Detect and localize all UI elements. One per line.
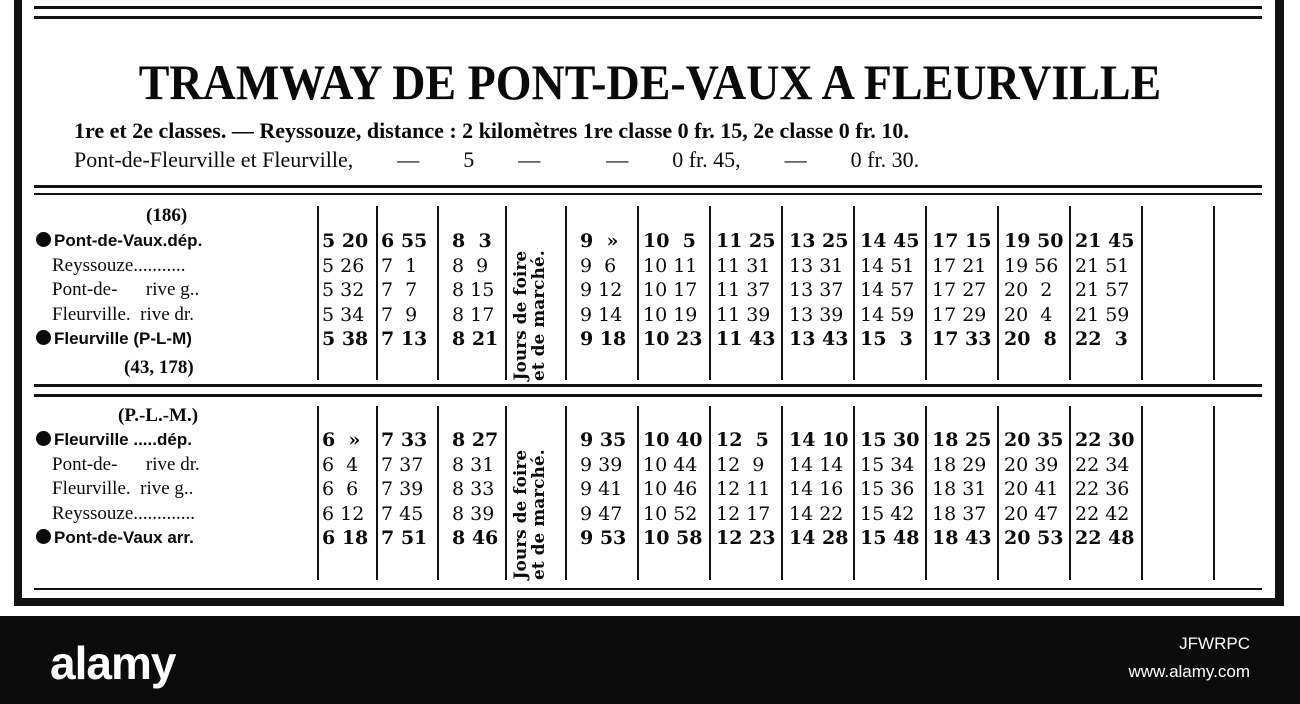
time-cell: 8 27 <box>452 429 499 451</box>
fares-line-1: 1re et 2e classes. — Reyssouze, distance : 2 kilomètres 1re classe 0 fr. 15, 2e classe 0 fr. 10. <box>74 118 909 143</box>
top-rule-2 <box>34 16 1262 19</box>
column-divider <box>781 406 783 580</box>
time-cell: 22 3 <box>1075 328 1128 350</box>
station-name: Pont-de-Vaux.dép. <box>54 231 203 250</box>
time-cell: 8 3 <box>452 230 492 252</box>
time-cell: 17 21 <box>932 254 987 277</box>
time-cell: 17 33 <box>932 328 992 350</box>
table-separator-rule <box>34 384 1262 387</box>
time-cell: 6 18 <box>322 527 369 549</box>
time-cell: 10 52 <box>643 502 698 525</box>
time-cell: 8 46 <box>452 527 499 549</box>
route-reference-top-return: (P.-L.-M.) <box>118 405 199 426</box>
station-name: Fleurville .....dép. <box>54 430 192 449</box>
time-cell: 13 25 <box>789 230 849 252</box>
time-cell: 5 26 <box>322 254 365 277</box>
time-cell: 11 25 <box>716 230 776 252</box>
time-cell: 13 31 <box>789 254 844 277</box>
time-cell: 10 40 <box>643 429 703 451</box>
time-cell: 22 34 <box>1075 453 1130 476</box>
time-cell: 13 37 <box>789 279 844 301</box>
time-cell: 10 19 <box>643 303 698 326</box>
station-name: Pont-de- rive dr. <box>52 453 200 475</box>
time-cell: 22 30 <box>1075 429 1135 451</box>
time-cell: 17 29 <box>932 303 987 326</box>
time-cell: 7 1 <box>381 254 418 277</box>
left-border <box>14 0 22 606</box>
alamy-logo: alamy <box>50 637 176 689</box>
time-cell: 9 12 <box>580 279 623 301</box>
time-cell: 8 31 <box>452 453 495 476</box>
time-cell: 6 6 <box>322 478 359 500</box>
time-cell: 7 45 <box>381 502 424 525</box>
time-cell: 21 51 <box>1075 254 1130 277</box>
time-cell: 9 » <box>580 230 619 252</box>
time-cell: 6 55 <box>381 230 428 252</box>
column-divider <box>853 406 855 580</box>
time-cell: 9 35 <box>580 429 627 451</box>
image-id: JFWRPC <box>1179 634 1250 653</box>
column-divider <box>317 406 319 580</box>
time-cell: 9 14 <box>580 303 623 326</box>
time-cell: 7 9 <box>381 303 418 326</box>
time-cell: 14 22 <box>789 502 844 525</box>
column-divider <box>317 206 319 380</box>
column-divider <box>1213 206 1215 380</box>
time-cell: 5 38 <box>322 328 369 350</box>
time-cell: 19 50 <box>1004 230 1064 252</box>
time-cell: 10 44 <box>643 453 698 476</box>
time-cell: 12 11 <box>716 478 771 500</box>
time-cell: 9 47 <box>580 502 623 525</box>
time-cell: 14 59 <box>860 303 915 326</box>
column-divider <box>437 206 439 380</box>
column-divider <box>505 406 507 580</box>
station-name: Fleurville. rive dr. <box>52 303 194 325</box>
time-cell: 15 48 <box>860 527 920 549</box>
station-name: Reyssouze............. <box>52 502 196 524</box>
time-cell: 5 34 <box>322 303 365 326</box>
time-cell: 22 36 <box>1075 478 1130 500</box>
time-cell: 18 31 <box>932 478 987 500</box>
time-cell: 15 36 <box>860 478 915 500</box>
column-divider <box>925 206 927 380</box>
time-cell: 20 47 <box>1004 502 1059 525</box>
route-reference-bottom: (43, 178) <box>124 357 194 378</box>
time-cell: 8 39 <box>452 502 495 525</box>
column-divider <box>997 206 999 380</box>
time-cell: 17 15 <box>932 230 992 252</box>
time-cell: 15 30 <box>860 429 920 451</box>
station-dot-icon <box>36 529 51 544</box>
time-cell: 10 46 <box>643 478 698 500</box>
site-url: www.alamy.com <box>1128 662 1250 681</box>
route-reference-top: (186) <box>146 205 188 226</box>
time-cell: 21 45 <box>1075 230 1135 252</box>
column-divider <box>1069 406 1071 580</box>
time-cell: 6 » <box>322 429 361 451</box>
column-divider <box>709 406 711 580</box>
table-separator-rule-2 <box>34 394 1262 397</box>
column-divider <box>1141 406 1143 580</box>
time-cell: 12 23 <box>716 527 776 549</box>
station-dot-icon <box>36 232 51 247</box>
station-dot-icon <box>36 431 51 446</box>
time-cell: 8 21 <box>452 328 499 350</box>
station-name: Reyssouze........... <box>52 254 186 276</box>
station-name: Fleurville. rive g.. <box>52 478 194 499</box>
time-cell: 5 32 <box>322 279 365 301</box>
time-cell: 9 39 <box>580 453 623 476</box>
time-cell: 15 34 <box>860 453 915 476</box>
station-label <box>52 503 195 525</box>
time-cell: 7 33 <box>381 429 428 451</box>
time-cell: 20 4 <box>1004 303 1053 326</box>
time-cell: 11 31 <box>716 254 771 277</box>
time-cell: 14 14 <box>789 453 844 476</box>
market-days-note: Jours de foire et de marché. <box>511 250 549 381</box>
table2-bottom-rule <box>34 588 1262 590</box>
time-cell: 14 45 <box>860 230 920 252</box>
column-divider <box>1069 206 1071 380</box>
station-dot-icon <box>36 330 51 345</box>
time-cell: 14 51 <box>860 254 915 277</box>
column-divider <box>1141 206 1143 380</box>
time-cell: 9 53 <box>580 527 627 549</box>
column-divider <box>709 206 711 380</box>
time-cell: 7 51 <box>381 527 428 549</box>
time-cell: 12 17 <box>716 502 771 525</box>
time-cell: 12 9 <box>716 453 765 476</box>
time-cell: 8 9 <box>452 254 489 277</box>
station-label <box>36 328 192 350</box>
column-divider <box>637 206 639 380</box>
time-cell: 12 5 <box>716 429 769 451</box>
station-label <box>52 304 194 326</box>
time-cell: 14 16 <box>789 478 844 500</box>
time-cell: 14 10 <box>789 429 849 451</box>
time-cell: 5 20 <box>322 230 369 252</box>
column-divider <box>437 406 439 580</box>
column-divider <box>565 406 567 580</box>
time-cell: 18 29 <box>932 453 987 476</box>
time-cell: 11 37 <box>716 279 771 301</box>
market-days-note-return: Jours de foire et de marché. <box>511 449 549 580</box>
time-cell: 15 3 <box>860 328 913 350</box>
time-cell: 9 41 <box>580 478 623 500</box>
time-cell: 18 37 <box>932 502 987 525</box>
station-label <box>52 255 186 277</box>
time-cell: 11 39 <box>716 303 771 326</box>
station-name: Pont-de- rive g.. <box>52 279 200 300</box>
time-cell: 9 6 <box>580 254 617 277</box>
column-divider <box>997 406 999 580</box>
station-label <box>52 279 199 301</box>
column-divider <box>1213 406 1215 580</box>
table1-top-rule <box>34 185 1262 188</box>
time-cell: 9 18 <box>580 328 627 350</box>
column-divider <box>376 206 378 380</box>
column-divider <box>565 206 567 380</box>
time-cell: 18 25 <box>932 429 992 451</box>
column-divider <box>505 206 507 380</box>
station-name: Pont-de-Vaux arr. <box>54 528 194 547</box>
time-cell: 21 57 <box>1075 279 1130 301</box>
station-label <box>36 230 202 252</box>
time-cell: 13 43 <box>789 328 849 350</box>
time-cell: 19 56 <box>1004 254 1059 277</box>
table1-top-rule-2 <box>34 193 1262 195</box>
time-cell: 20 35 <box>1004 429 1064 451</box>
station-label <box>36 429 192 451</box>
station-label <box>52 478 193 500</box>
time-cell: 21 59 <box>1075 303 1130 326</box>
time-cell: 20 41 <box>1004 478 1059 500</box>
time-cell: 20 8 <box>1004 328 1057 350</box>
time-cell: 6 12 <box>322 502 365 525</box>
time-cell: 14 28 <box>789 527 849 549</box>
time-cell: 10 23 <box>643 328 703 350</box>
time-cell: 7 13 <box>381 328 428 350</box>
time-cell: 7 37 <box>381 453 424 476</box>
top-rule <box>34 6 1262 9</box>
column-divider <box>853 206 855 380</box>
time-cell: 20 2 <box>1004 279 1053 301</box>
station-label <box>52 454 200 476</box>
time-cell: 7 7 <box>381 279 418 301</box>
fares-line-2: Pont-de-Fleurville et Fleurville, — 5 — — 0 fr. 45, — 0 fr. 30. <box>74 147 920 172</box>
time-cell: 22 48 <box>1075 527 1135 549</box>
bottom-border <box>14 598 1284 606</box>
time-cell: 20 39 <box>1004 453 1059 476</box>
time-cell: 11 43 <box>716 328 776 350</box>
time-cell: 7 39 <box>381 478 424 500</box>
time-cell: 17 27 <box>932 279 987 301</box>
time-cell: 13 39 <box>789 303 844 326</box>
time-cell: 14 57 <box>860 279 915 301</box>
station-name: Fleurville (P-L-M) <box>54 329 192 348</box>
time-cell: 22 42 <box>1075 502 1130 525</box>
footer-band <box>0 616 1300 704</box>
column-divider <box>376 406 378 580</box>
time-cell: 8 33 <box>452 478 495 500</box>
page-title: TRAMWAY DE PONT-DE-VAUX A FLEURVILLE <box>138 54 1162 110</box>
time-cell: 8 15 <box>452 279 495 301</box>
right-border <box>1275 0 1284 606</box>
column-divider <box>781 206 783 380</box>
time-cell: 20 53 <box>1004 527 1064 549</box>
time-cell: 8 17 <box>452 303 495 326</box>
time-cell: 6 4 <box>322 453 359 476</box>
time-cell: 10 17 <box>643 279 698 301</box>
time-cell: 15 42 <box>860 502 915 525</box>
column-divider <box>925 406 927 580</box>
station-label <box>36 527 194 549</box>
time-cell: 10 58 <box>643 527 703 549</box>
time-cell: 10 5 <box>643 230 696 252</box>
time-cell: 10 11 <box>643 254 698 277</box>
time-cell: 18 43 <box>932 527 992 549</box>
column-divider <box>637 406 639 580</box>
